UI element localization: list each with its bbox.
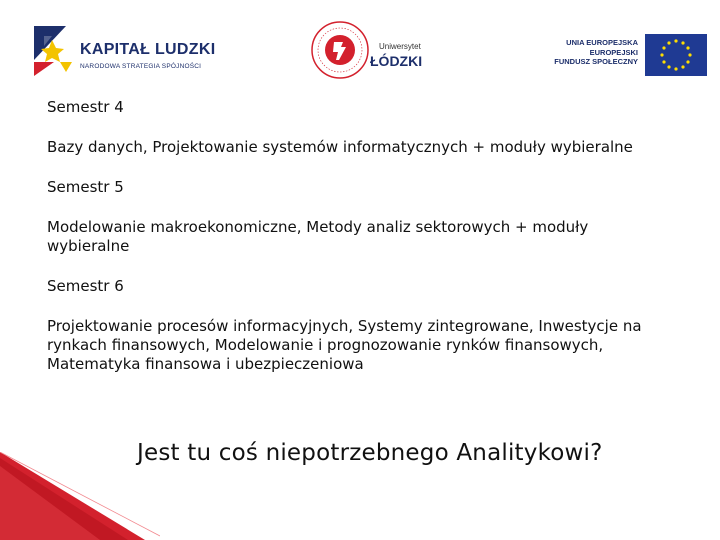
kapital-ludzki-logo [30, 26, 216, 78]
closing-question: Jest tu coś niepotrzebnego Analitykowi? [137, 440, 603, 466]
eu-line-3: FUNDUSZ SPOŁECZNY [554, 57, 638, 66]
semester-5-courses: Modelowanie makroekonomiczne, Metody analiz sektorowych + moduły wybieralne [47, 218, 589, 255]
eu-line-2: EUROPEJSKI [589, 47, 638, 57]
eu-flag-icon [645, 34, 707, 76]
semester-4-heading: Semestr 4 [47, 98, 124, 116]
red-swoosh-decoration [0, 452, 160, 540]
kapital-ludzki-emblem-icon [30, 26, 76, 76]
kapital-ludzki-subtitle: NARODOWA STRATEGIA SPÓJNOŚCI [80, 63, 202, 70]
eu-line-1: UNIA EUROPEJSKA [566, 38, 638, 47]
university-name: ŁÓDZKI [370, 53, 423, 69]
eu-text-block [554, 38, 638, 67]
semester-5-heading: Semestr 5 [47, 178, 124, 196]
semester-6-heading: Semestr 6 [47, 277, 124, 295]
university-seal-icon [310, 20, 370, 80]
semester-4-courses: Bazy danych, Projektowanie systemów informatycznych + moduły wybieralne [47, 138, 633, 156]
university-logo [310, 20, 440, 82]
university-small-label: Uniwersytet [379, 42, 421, 51]
semester-list [47, 98, 647, 395]
semester-6-courses: Projektowanie procesów informacyjnych, Systemy zintegrowane, Inwestycje na rynkach finansowych, Modelowanie i prognozowanie rynków finansowych, Matematyka finansowa i ubezpieczeniowa [47, 317, 642, 373]
eu-logo [550, 34, 710, 80]
kapital-ludzki-title: KAPITAŁ LUDZKI [80, 41, 216, 58]
